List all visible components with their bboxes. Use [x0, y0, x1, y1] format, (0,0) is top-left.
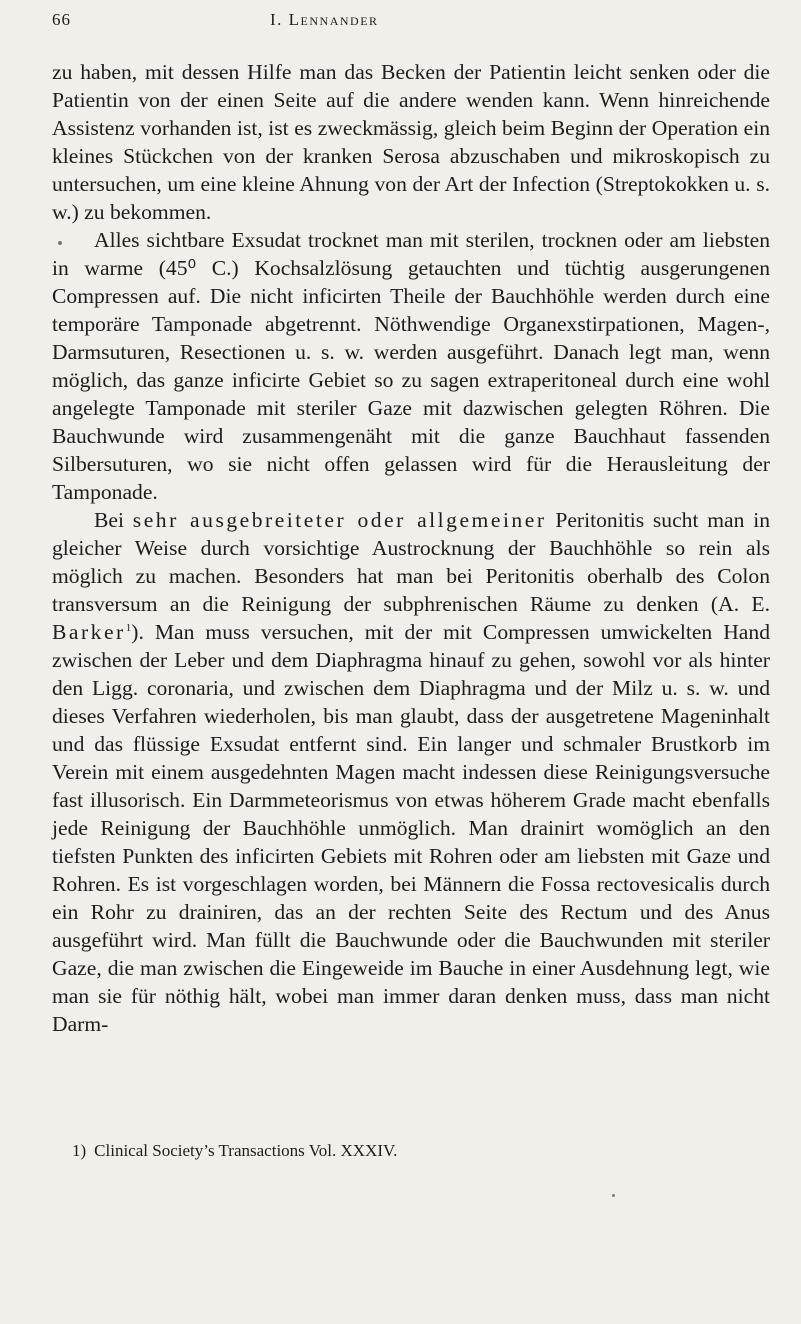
- footnote: [72, 1140, 772, 1162]
- running-head: I. Lennander: [270, 10, 379, 29]
- paragraph-1: zu haben, mit dessen Hilfe man das Becken der Patientin leicht senken oder die Patientin von der einen Seite auf die andere wenden kann. Wenn hinreichende Assistenz vorhanden ist, ist es zweckmässig, gleich beim Beginn der Operation ein kleines Stückchen von der kranken Serosa abzuschaben und mikroskopisch zu untersuchen, um eine kleine Ahnung von der Art der Infection (Streptokokken u. s. w.) zu bekommen.: [52, 60, 770, 224]
- footnote-marker: 1): [72, 1141, 87, 1160]
- footnote-reference: 1: [125, 622, 132, 634]
- page-header: [52, 10, 780, 34]
- margin-speck: [58, 241, 62, 245]
- footnote-text: Clinical Society’s Transactions Vol. XXXIV.: [94, 1141, 398, 1160]
- paragraph-3: [52, 506, 770, 1038]
- author-name: Barker: [52, 620, 126, 644]
- page-number: 66: [52, 10, 71, 29]
- paragraph-3-lead: Bei: [94, 508, 124, 532]
- body-text: [52, 58, 770, 1038]
- paragraph-3-emphasis: sehr ausgebreiteter oder allgemeiner: [132, 508, 547, 532]
- paragraph-2: Alles sichtbare Exsudat trocknet man mit sterilen, trocknen oder am liebsten in warme (45⁰ C.) Kochsalzlösung getauchten und tüchtig ausgerungenen Compressen auf. Die nicht inficirten Theile der Bauchhöhle werden durch eine temporäre Tamponade abgetrennt. Nöthwendige Organexstirpationen, Magen-, Darmsuturen, Resectionen u. s. w. werden ausgeführt. Danach legt man, wenn möglich, das ganze inficirte Gebiet so zu sagen extraperitoneal durch eine wohl angelegte Tamponade mit steriler Gaze mit dazwischen gelegten Röhren. Die Bauchwunde wird zusammengenäht mit die ganze Bauchhaut fassenden Silbersuturen, wo sie nicht offen gelassen wird für die Herausleitung der Tamponade.: [52, 228, 770, 504]
- paragraph-3-text-a: Peritonitis sucht man in gleicher Weise durch vorsichtige Austrocknung der Bauchhöhle so rein als möglich zu machen. Besonders hat man bei Peritonitis oberhalb des Colon transversum an die Reinigung der subphrenischen Räume zu denken (A. E.: [52, 508, 771, 616]
- paper-speck: [612, 1194, 615, 1197]
- paragraph-3-text-b: ). Man muss versuchen, mit der mit Compressen umwickelten Hand zwischen der Leber und dem Diaphragma hinauf zu gehen, sowohl vor als hinter den Ligg. coronaria, und zwischen dem Diaphragma und der Milz u. s. w. und dieses Verfahren wiederholen, bis man glaubt, dass der ausgetretene Mageninhalt und das flüssige Exsudat entfernt sind. Ein langer und schmaler Brustkorb im Verein mit einem ausgedehnten Magen macht indessen diese Reinigungsversuche fast illusorisch. Ein Darmmeteorismus von etwas höherem Grade macht ebenfalls jede Reinigung der Bauchhöhle unmöglich. Man drainirt womöglich an den tiefsten Punkten des inficirten Gebiets mit Rohren oder am liebsten mit Gaze und Rohren. Es ist vorgeschlagen worden, bei Männern die Fossa rectovesicalis durch ein Rohr zu drainiren, das an der rechten Seite des Rectum und des Anus ausgeführt wird. Man füllt die Bauchwunde oder die Bauchwunden mit steriler Gaze, die man zwischen die Eingeweide im Bauche in einer Ausdehnung legt, wie man sie für nöthig hält, wobei man immer daran denken muss, dass man nicht Darm-: [52, 620, 770, 1036]
